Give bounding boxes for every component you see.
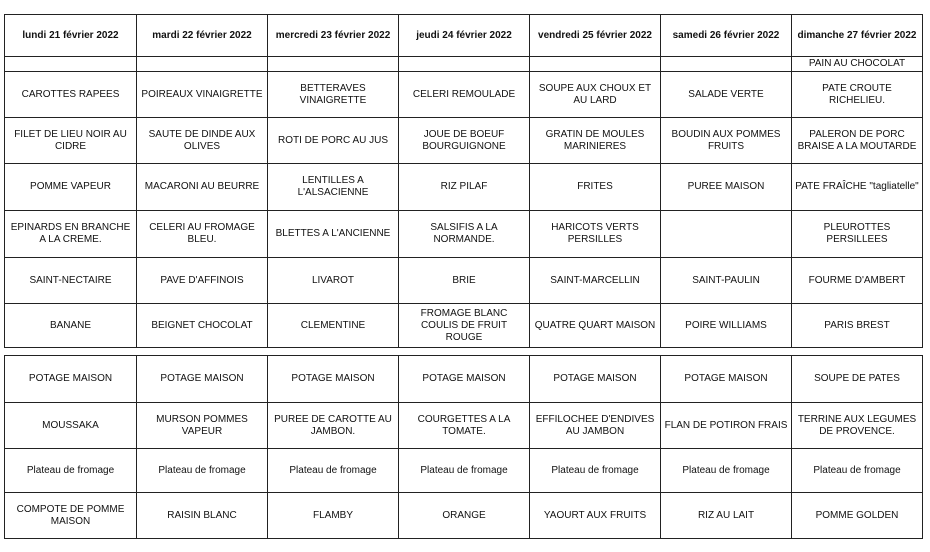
day-header: mardi 22 février 2022 — [137, 15, 268, 57]
menu-cell: CLEMENTINE — [268, 304, 399, 348]
menu-row — [5, 493, 923, 539]
menu-cell: Plateau de fromage — [5, 449, 137, 493]
menu-cell: POTAGE MAISON — [399, 356, 530, 403]
menu-cell: Plateau de fromage — [268, 449, 399, 493]
menu-cell: BETTERAVES VINAIGRETTE — [268, 72, 399, 118]
menu-cell: PATE FRAÎCHE "tagliatelle" — [792, 164, 923, 211]
menu-cell: GRATIN DE MOULES MARINIERES — [530, 118, 661, 164]
menu-cell: BANANE — [5, 304, 137, 348]
menu-cell: BEIGNET CHOCOLAT — [137, 304, 268, 348]
menu-cell: SOUPE AUX CHOUX ET AU LARD — [530, 72, 661, 118]
menu-cell: YAOURT AUX FRUITS — [530, 493, 661, 539]
menu-cell: POMME VAPEUR — [5, 164, 137, 211]
menu-cell: MURSON POMMES VAPEUR — [137, 403, 268, 449]
menu-cell: ROTI DE PORC AU JUS — [268, 118, 399, 164]
menu-cell: SOUPE DE PATES — [792, 356, 923, 403]
menu-cell: PUREE DE CAROTTE AU JAMBON. — [268, 403, 399, 449]
menu-cell: EFFILOCHEE D'ENDIVES AU JAMBON — [530, 403, 661, 449]
menu-cell: FLAMBY — [268, 493, 399, 539]
menu-cell: POIREAUX VINAIGRETTE — [137, 72, 268, 118]
menu-cell: PUREE MAISON — [661, 164, 792, 211]
menu-cell: FRITES — [530, 164, 661, 211]
menu-cell: FILET DE LIEU NOIR AU CIDRE — [5, 118, 137, 164]
menu-cell: SAINT-NECTAIRE — [5, 258, 137, 304]
menu-cell: Plateau de fromage — [661, 449, 792, 493]
menu-cell: COURGETTES A LA TOMATE. — [399, 403, 530, 449]
menu-cell: CAROTTES RAPEES — [5, 72, 137, 118]
menu-row — [5, 164, 923, 211]
menu-cell: BLETTES A L'ANCIENNE — [268, 211, 399, 258]
menu-row — [5, 449, 923, 493]
menu-cell: EPINARDS EN BRANCHE A LA CREME. — [5, 211, 137, 258]
menu-cell: POTAGE MAISON — [268, 356, 399, 403]
menu-cell: POTAGE MAISON — [530, 356, 661, 403]
menu-row — [5, 211, 923, 258]
day-header: jeudi 24 février 2022 — [399, 15, 530, 57]
menu-cell: PLEUROTTES PERSILLEES — [792, 211, 923, 258]
menu-cell: JOUE DE BOEUF BOURGUIGNONE — [399, 118, 530, 164]
menu-cell: SALSIFIS A LA NORMANDE. — [399, 211, 530, 258]
menu-cell: PAIN AU CHOCOLAT — [792, 57, 923, 72]
menu-cell: RIZ PILAF — [399, 164, 530, 211]
day-header-row — [5, 15, 923, 57]
menu-cell: Plateau de fromage — [530, 449, 661, 493]
menu-cell: LIVAROT — [268, 258, 399, 304]
menu-row — [5, 57, 923, 72]
menu-cell — [661, 211, 792, 258]
menu-cell: BOUDIN AUX POMMES FRUITS — [661, 118, 792, 164]
menu-cell: QUATRE QUART MAISON — [530, 304, 661, 348]
menu-cell — [530, 57, 661, 72]
menu-cell: BRIE — [399, 258, 530, 304]
menu-cell: SAINT-MARCELLIN — [530, 258, 661, 304]
menu-cell: PARIS BREST — [792, 304, 923, 348]
menu-cell: CELERI AU FROMAGE BLEU. — [137, 211, 268, 258]
menu-row — [5, 258, 923, 304]
menu-cell: CELERI REMOULADE — [399, 72, 530, 118]
menu-cell: TERRINE AUX LEGUMES DE PROVENCE. — [792, 403, 923, 449]
menu-row — [5, 304, 923, 348]
day-header: dimanche 27 février 2022 — [792, 15, 923, 57]
menu-cell: PALERON DE PORC BRAISE A LA MOUTARDE — [792, 118, 923, 164]
menu-cell: LENTILLES A L'ALSACIENNE — [268, 164, 399, 211]
menu-row — [5, 403, 923, 449]
day-header: mercredi 23 février 2022 — [268, 15, 399, 57]
day-header: samedi 26 février 2022 — [661, 15, 792, 57]
menu-cell: FOURME D'AMBERT — [792, 258, 923, 304]
menu-cell: ORANGE — [399, 493, 530, 539]
menu-cell — [399, 57, 530, 72]
day-header: vendredi 25 février 2022 — [530, 15, 661, 57]
menu-cell — [5, 57, 137, 72]
menu-cell: MACARONI AU BEURRE — [137, 164, 268, 211]
menu-cell: Plateau de fromage — [137, 449, 268, 493]
menu-cell: POTAGE MAISON — [661, 356, 792, 403]
menu-cell: POIRE WILLIAMS — [661, 304, 792, 348]
menu-cell: PAVE D'AFFINOIS — [137, 258, 268, 304]
menu-row — [5, 356, 923, 403]
menu-cell: MOUSSAKA — [5, 403, 137, 449]
dinner-menu-table — [4, 355, 923, 539]
menu-cell — [661, 57, 792, 72]
menu-cell: Plateau de fromage — [792, 449, 923, 493]
day-header: lundi 21 février 2022 — [5, 15, 137, 57]
dinner-menu-body — [5, 356, 923, 539]
lunch-menu-body — [5, 57, 923, 348]
menu-cell: POTAGE MAISON — [137, 356, 268, 403]
menu-cell: PATE CROUTE RICHELIEU. — [792, 72, 923, 118]
menu-cell: COMPOTE DE POMME MAISON — [5, 493, 137, 539]
menu-cell: FROMAGE BLANC COULIS DE FRUIT ROUGE — [399, 304, 530, 348]
menu-cell: Plateau de fromage — [399, 449, 530, 493]
menu-cell: RAISIN BLANC — [137, 493, 268, 539]
menu-cell: SALADE VERTE — [661, 72, 792, 118]
menu-cell: FLAN DE POTIRON FRAIS — [661, 403, 792, 449]
menu-row — [5, 72, 923, 118]
menu-cell — [137, 57, 268, 72]
menu-cell: SAUTE DE DINDE AUX OLIVES — [137, 118, 268, 164]
menu-cell: POTAGE MAISON — [5, 356, 137, 403]
menu-cell: POMME GOLDEN — [792, 493, 923, 539]
menu-cell: HARICOTS VERTS PERSILLES — [530, 211, 661, 258]
lunch-menu-table — [4, 14, 923, 348]
menu-row — [5, 118, 923, 164]
menu-cell: SAINT-PAULIN — [661, 258, 792, 304]
menu-cell — [268, 57, 399, 72]
menu-cell: RIZ AU LAIT — [661, 493, 792, 539]
